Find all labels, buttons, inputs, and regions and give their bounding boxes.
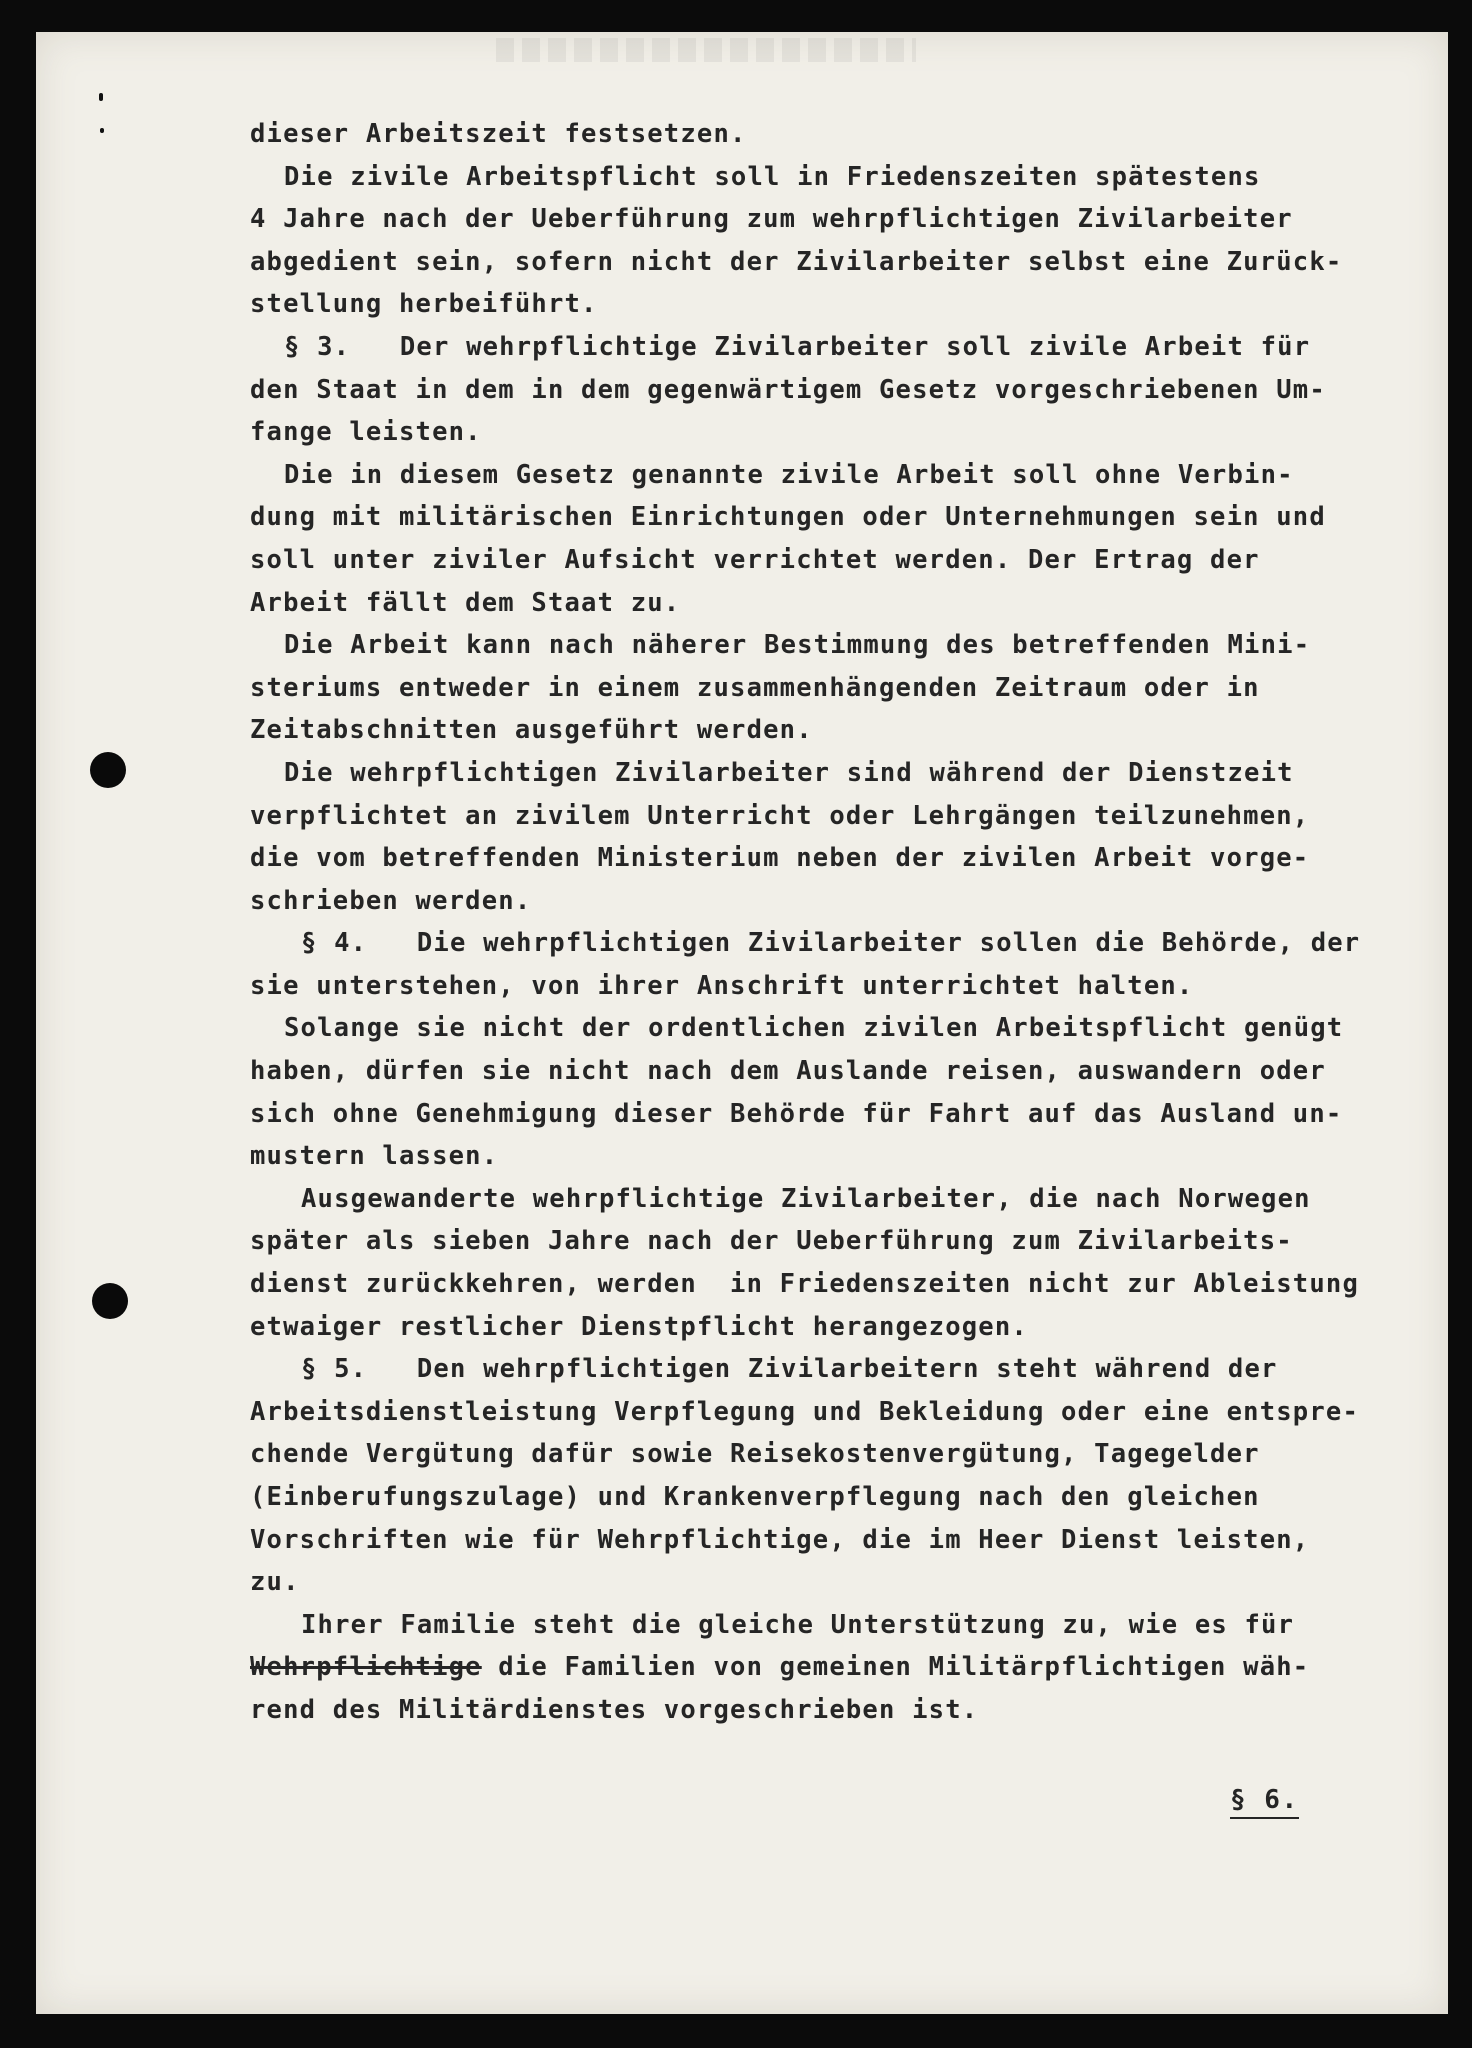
text-line: Arbeit fällt dem Staat zu. xyxy=(250,587,681,618)
text-line: verpflichtet an zivilem Unterricht oder Lehrgängen teilzunehmen, xyxy=(250,800,1310,831)
text-line: schrieben werden. xyxy=(250,885,532,916)
text-line: später als sieben Jahre nach der Ueberführung zum Zivilarbeits- xyxy=(250,1226,1293,1257)
text-line-with-strikeout xyxy=(250,1646,1430,1689)
punch-hole xyxy=(92,1283,128,1319)
text-line: dieser Arbeitszeit festsetzen. xyxy=(250,119,747,149)
text-line: § 3. Der wehrpflichtige Zivilarbeiter soll zivile Arbeit für xyxy=(284,331,1311,362)
show-through-heading xyxy=(496,38,916,62)
text-line: etwaiger restlicher Dienstpflicht herangezogen. xyxy=(250,1311,1028,1342)
text-line: stellung herbeiführt. xyxy=(250,289,598,320)
text-line: rend des Militärdienstes vorgeschrieben ist. xyxy=(250,1694,979,1725)
text-line: Solange sie nicht der ordentlichen zivilen Arbeitspflicht genügt xyxy=(284,1013,1344,1044)
text-line: Die Arbeit kann nach näherer Bestimmung des betreffenden Mini- xyxy=(284,630,1311,661)
text-line: sie unterstehen, von ihrer Anschrift unterrichtet halten. xyxy=(250,970,1194,1001)
margin-mark xyxy=(100,128,104,133)
text-line: dienst zurückkehren, werden in Friedenszeiten nicht zur Ableistung xyxy=(250,1269,1360,1300)
line-remainder: die Familien von gemeinen Militärpflichtigen wäh- xyxy=(481,1652,1310,1683)
next-section-marker: § 6. xyxy=(1230,1785,1299,1819)
text-line: Die zivile Arbeitspflicht soll in Friedenszeiten spätestens xyxy=(284,161,1261,192)
text-line: fange leisten. xyxy=(250,417,482,448)
text-line: soll unter ziviler Aufsicht verrichtet werden. Der Ertrag der xyxy=(250,544,1260,575)
text-line: Vorschriften wie für Wehrpflichtige, die im Heer Dienst leisten, xyxy=(250,1524,1310,1555)
text-line: den Staat in dem in dem gegenwärtigem Gesetz vorgeschriebenen Um- xyxy=(250,374,1326,405)
text-line: Zeitabschnitten ausgeführt werden. xyxy=(250,715,813,746)
text-line: Arbeitsdienstleistung Verpflegung und Bekleidung oder eine entspre- xyxy=(250,1396,1360,1427)
punch-hole xyxy=(90,752,126,788)
text-line: 4 Jahre nach der Ueberführung zum wehrpflichtigen Zivilarbeiter xyxy=(250,204,1293,235)
text-line: Die wehrpflichtigen Zivilarbeiter sind während der Dienstzeit xyxy=(284,757,1294,788)
text-line: Ausgewanderte wehrpflichtige Zivilarbeiter, die nach Norwegen xyxy=(301,1183,1311,1214)
text-line: mustern lassen. xyxy=(250,1141,499,1172)
text-line: § 4. Die wehrpflichtigen Zivilarbeiter sollen die Behörde, der xyxy=(301,928,1361,959)
text-line: dung mit militärischen Einrichtungen oder Unternehmungen sein und xyxy=(250,502,1326,533)
struck-out-word: Wehrpflichtige xyxy=(250,1652,482,1683)
text-line: § 5. Den wehrpflichtigen Zivilarbeitern steht während der xyxy=(301,1354,1278,1385)
text-line: zu. xyxy=(250,1567,300,1598)
text-line: Ihrer Familie steht die gleiche Unterstützung zu, wie es für xyxy=(301,1609,1295,1640)
typed-body-text xyxy=(250,113,1430,1732)
text-line: abgedient sein, sofern nicht der Zivilarbeiter selbst eine Zurück- xyxy=(250,246,1343,277)
text-line: Die in diesem Gesetz genannte zivile Arbeit soll ohne Verbin- xyxy=(284,459,1294,490)
text-line: (Einberufungszulage) und Krankenverpflegung nach den gleichen xyxy=(250,1482,1260,1512)
text-line: haben, dürfen sie nicht nach dem Auslande reisen, auswandern oder xyxy=(250,1056,1326,1087)
margin-mark xyxy=(99,93,103,101)
text-line: die vom betreffenden Ministerium neben der zivilen Arbeit vorge- xyxy=(250,843,1310,874)
text-line: steriums entweder in einem zusammenhängenden Zeitraum oder in xyxy=(250,672,1260,703)
text-line: chende Vergütung dafür sowie Reisekostenvergütung, Tagegelder xyxy=(250,1439,1260,1470)
text-line: sich ohne Genehmigung dieser Behörde für Fahrt auf das Ausland un- xyxy=(250,1098,1343,1129)
